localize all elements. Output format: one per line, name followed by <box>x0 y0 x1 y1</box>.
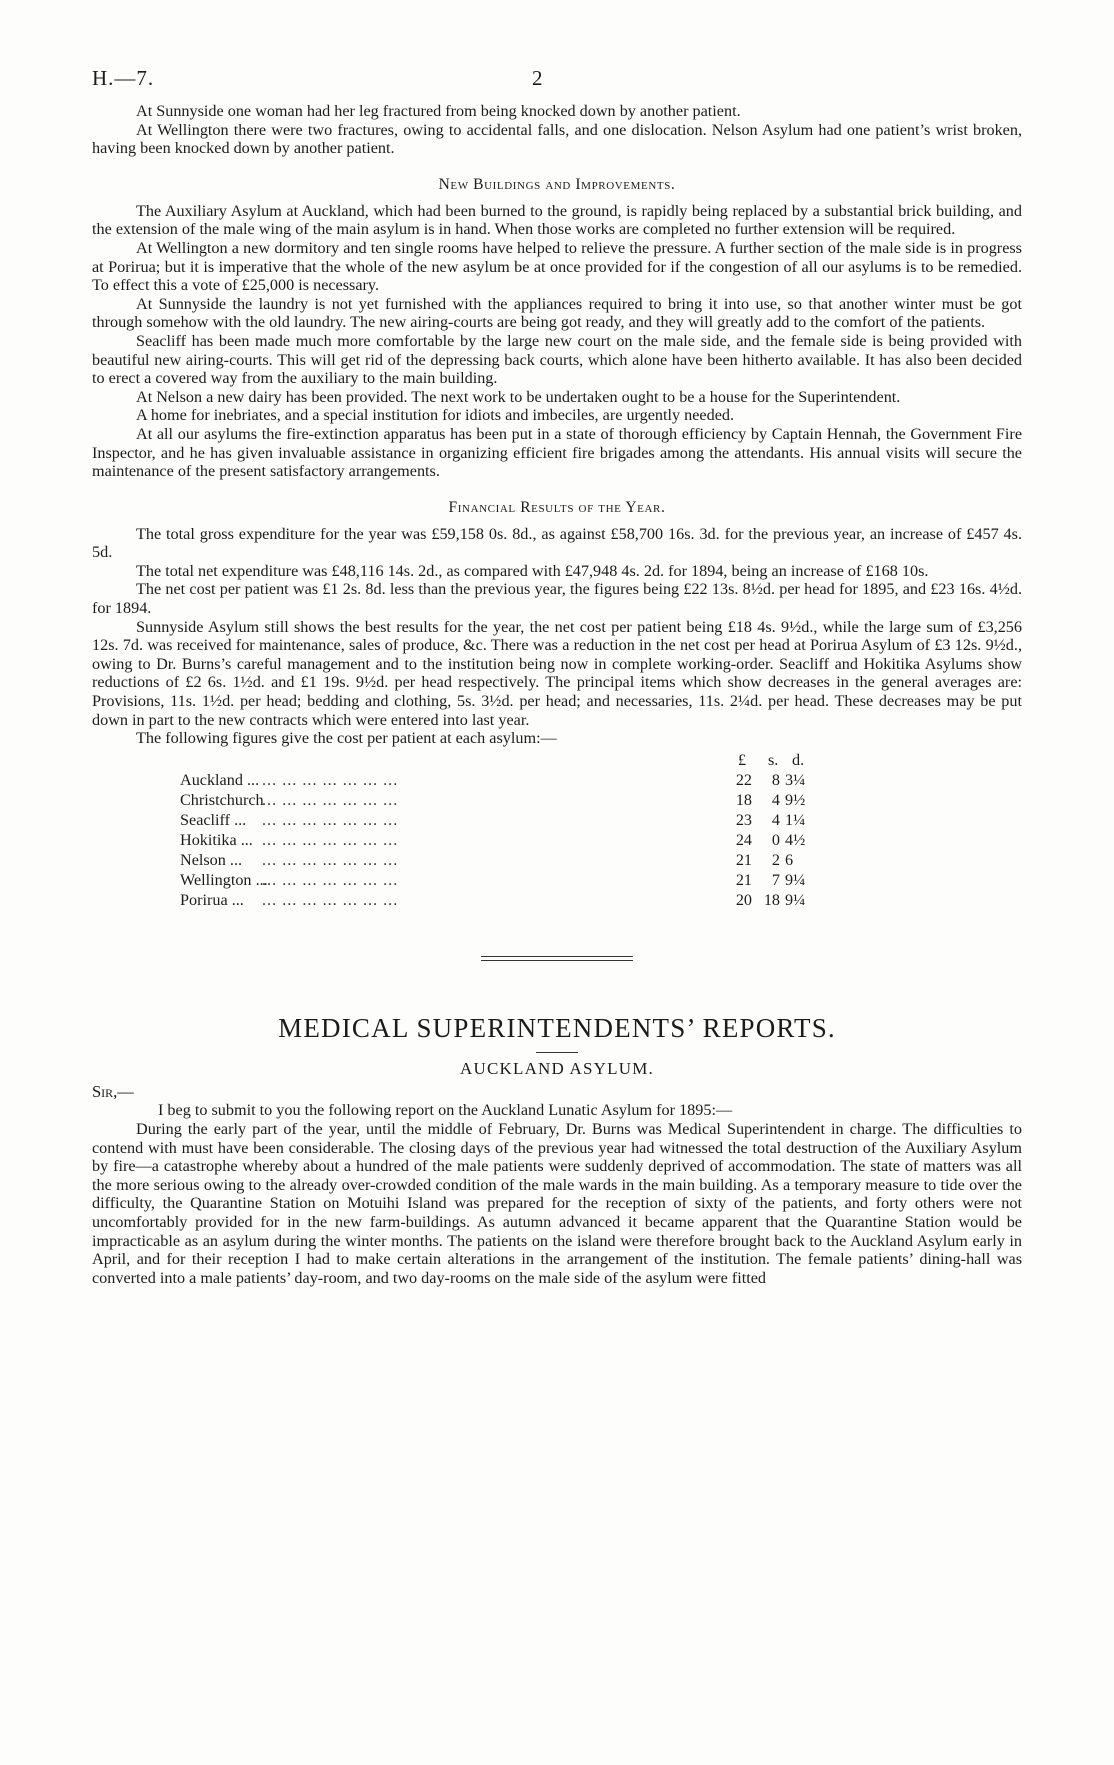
pence-value: 9½ <box>785 790 806 809</box>
report-paragraph: I beg to submit to you the following report on the Auckland Lunatic Asylum for 1895:— <box>158 1101 733 1120</box>
title-underline <box>536 1052 578 1053</box>
page-header <box>92 62 1022 102</box>
body-paragraph: The net cost per patient was £1 2s. 8d. less than the previous year, the figures being £22 13s. 8½d. per head for 1895, and £23 16s. 4½d. for 1894. <box>92 580 1022 618</box>
asylum-name: Nelson ... <box>180 850 243 869</box>
table-row <box>92 790 1022 810</box>
leader-dots: ... ... ... ... ... ... ... <box>262 830 399 849</box>
table-row <box>92 770 1022 790</box>
pence-value: 6 <box>785 850 794 869</box>
body-paragraph: A home for inebriates, and a special institution for idiots and imbeciles, are urgently needed. <box>136 406 735 425</box>
body-paragraph: Sunnyside Asylum still shows the best results for the year, the net cost per patient being £18 4s. 9½d., while the large sum of £3,256 12s. 7d. was received for maintenance, sales of produce, &c. There was a reduction in the net cost per head at Porirua Asylum of £3 12s. 9½d., owing to Dr. Burns’s careful management and to the institution being now in complete working-order. Seacliff and Hokitika Asylums show reductions of £2 6s. 1½d. and £1 19s. 9½d. per head respectively. The principal items which show decreases in the general averages are: Provisions, 11s. 1½d. per head; bedding and clothing, 5s. 3½d. per head; and necessaries, 11s. 2¼d. per head. These decreases may be put down in part to the new contracts which were entered into last year. <box>92 617 1022 729</box>
session-reference: H.—7. <box>92 66 155 90</box>
pence-value: 4½ <box>785 830 806 849</box>
asylum-name: Seacliff ... <box>180 810 247 829</box>
leader-dots: ... ... ... ... ... ... ... <box>262 890 399 909</box>
table-row <box>92 850 1022 870</box>
pence-value: 9¼ <box>785 870 806 889</box>
leader-dots: ... ... ... ... ... ... ... <box>262 790 399 809</box>
table-row <box>92 870 1022 890</box>
shillings-value: 2 <box>771 850 780 869</box>
shillings-value: 0 <box>771 830 780 849</box>
pence-column-header: d. <box>792 750 805 769</box>
section-heading-financial: Financial Results of the Year. <box>448 498 666 516</box>
body-paragraph: At Wellington a new dormitory and ten single rooms have helped to relieve the pressure. A further section of the male side is in progress at Porirua; but it is imperative that the whole of the new asylum be at once provided for if the congestion of all our asylums is to be remedied. To effect this a vote of £25,000 is necessary. <box>92 238 1022 295</box>
leader-dots: ... ... ... ... ... ... ... <box>262 770 399 789</box>
table-row <box>92 890 1022 910</box>
shillings-column-header: s. <box>768 750 779 769</box>
cost-per-patient-table <box>92 750 1022 910</box>
shillings-value: 8 <box>771 770 780 789</box>
body-paragraph: At all our asylums the fire-extinction apparatus has been put in a state of thorough efficiency by Captain Hennah, the Government Fire Inspector, and he has given invaluable assistance in organizing efficient fire brigades among the attendants. His annual visits will secure the maintenance of the present satisfactory arrangements. <box>92 424 1022 481</box>
shillings-value: 7 <box>771 870 780 889</box>
asylum-name: Hokitika ... <box>180 830 253 849</box>
salutation: Sir,— <box>92 1081 134 1101</box>
intro-paragraph: At Wellington there were two fractures, owing to accidental falls, and one dislocation. Nelson Asylum had one patient’s wrist broken, having been knocked down by another patient. <box>92 120 1022 158</box>
body-paragraph: The total gross expenditure for the year was £59,158 0s. 8d., as against £58,700 16s. 3d. for the previous year, an increase of £457 4s. 5d. <box>92 524 1022 562</box>
table-row <box>92 810 1022 830</box>
body-paragraph: At Sunnyside the laundry is not yet furnished with the appliances required to bring it into use, so that another winter must be got through somehow with the old laundry. The new airing-courts are being got ready, and they will greatly add to the comfort of the patients. <box>92 294 1022 332</box>
shillings-value: 18 <box>763 890 780 909</box>
table-row <box>92 830 1022 850</box>
asylum-subtitle: AUCKLAND ASYLUM. <box>460 1058 654 1078</box>
reports-title: MEDICAL SUPERINTENDENTS’ REPORTS. <box>278 1012 836 1043</box>
pounds-value: 23 <box>735 810 752 829</box>
pounds-column-header: £ <box>738 750 747 769</box>
body-paragraph: The total net expenditure was £48,116 14s. 2d., as compared with £47,948 4s. 2d. for 1894, being an increase of £168 10s. <box>136 561 929 580</box>
pounds-value: 21 <box>735 850 752 869</box>
body-paragraph: The Auxiliary Asylum at Auckland, which had been burned to the ground, is rapidly being replaced by a substantial brick building, and the extension of the male wing of the main asylum is in hand. When those works are completed no further extension will be required. <box>92 201 1022 239</box>
table-header-row <box>92 750 1022 770</box>
pounds-value: 21 <box>735 870 752 889</box>
shillings-value: 4 <box>771 790 780 809</box>
asylum-name: Porirua ... <box>180 890 244 909</box>
pence-value: 1¼ <box>785 810 806 829</box>
page-number: 2 <box>532 66 543 90</box>
leader-dots: ... ... ... ... ... ... ... <box>262 850 399 869</box>
shillings-value: 4 <box>771 810 780 829</box>
pounds-value: 24 <box>735 830 752 849</box>
asylum-name: Wellington ... <box>180 870 268 889</box>
pounds-value: 20 <box>735 890 752 909</box>
report-paragraph: During the early part of the year, until the middle of February, Dr. Burns was Medical Superintendent in charge. The difficulties to contend with must have been considerable. The closing days of the previous year had witnessed the total destruction of the Auxiliary Asylum by fire—a catastrophe whereby about a hundred of the male patients were suddenly deprived of accommodation. The state of matters was all the more serious owing to the already over-crowded condition of the male wards in the main building. As a temporary measure to tide over the difficulty, the Quarantine Station on Motuihi Island was prepared for the reception of sixty of the patients, and forty others were not uncomfortably provided for in the new farm-buildings. As autumn advanced it became apparent that the Quarantine Station would be impracticable as an asylum during the winter months. The patients on the island were therefore brought back to the Auckland Asylum early in April, and for their reception I had to make certain alterations in the arrangement of the institution. The female patients’ dining-hall was converted into a male patients’ day-room, and two day-rooms on the male side of the asylum were fitted <box>92 1120 1022 1287</box>
pounds-value: 18 <box>735 790 752 809</box>
leader-dots: ... ... ... ... ... ... ... <box>262 870 399 889</box>
pence-value: 3¼ <box>785 770 806 789</box>
section-divider <box>481 956 633 961</box>
body-paragraph: The following figures give the cost per patient at each asylum:— <box>136 729 557 748</box>
intro-paragraph: At Sunnyside one woman had her leg fractured from being knocked down by another patient. <box>136 102 741 120</box>
pence-value: 9¼ <box>785 890 806 909</box>
body-paragraph: At Nelson a new dairy has been provided. The next work to be undertaken ought to be a house for the Superintendent. <box>136 387 901 406</box>
asylum-name: Auckland ... <box>180 770 260 789</box>
pounds-value: 22 <box>735 770 752 789</box>
section-heading-new-buildings: New Buildings and Improvements. <box>438 175 676 193</box>
leader-dots: ... ... ... ... ... ... ... <box>262 810 399 829</box>
body-paragraph: Seacliff has been made much more comfortable by the large new court on the male side, and the female side is being provided with beautiful new airing-courts. This will get rid of the depressing back courts, which alone have been hitherto available. It has also been decided to erect a covered way from the auxiliary to the main building. <box>92 331 1022 388</box>
asylum-name: Christchurch <box>180 790 264 809</box>
